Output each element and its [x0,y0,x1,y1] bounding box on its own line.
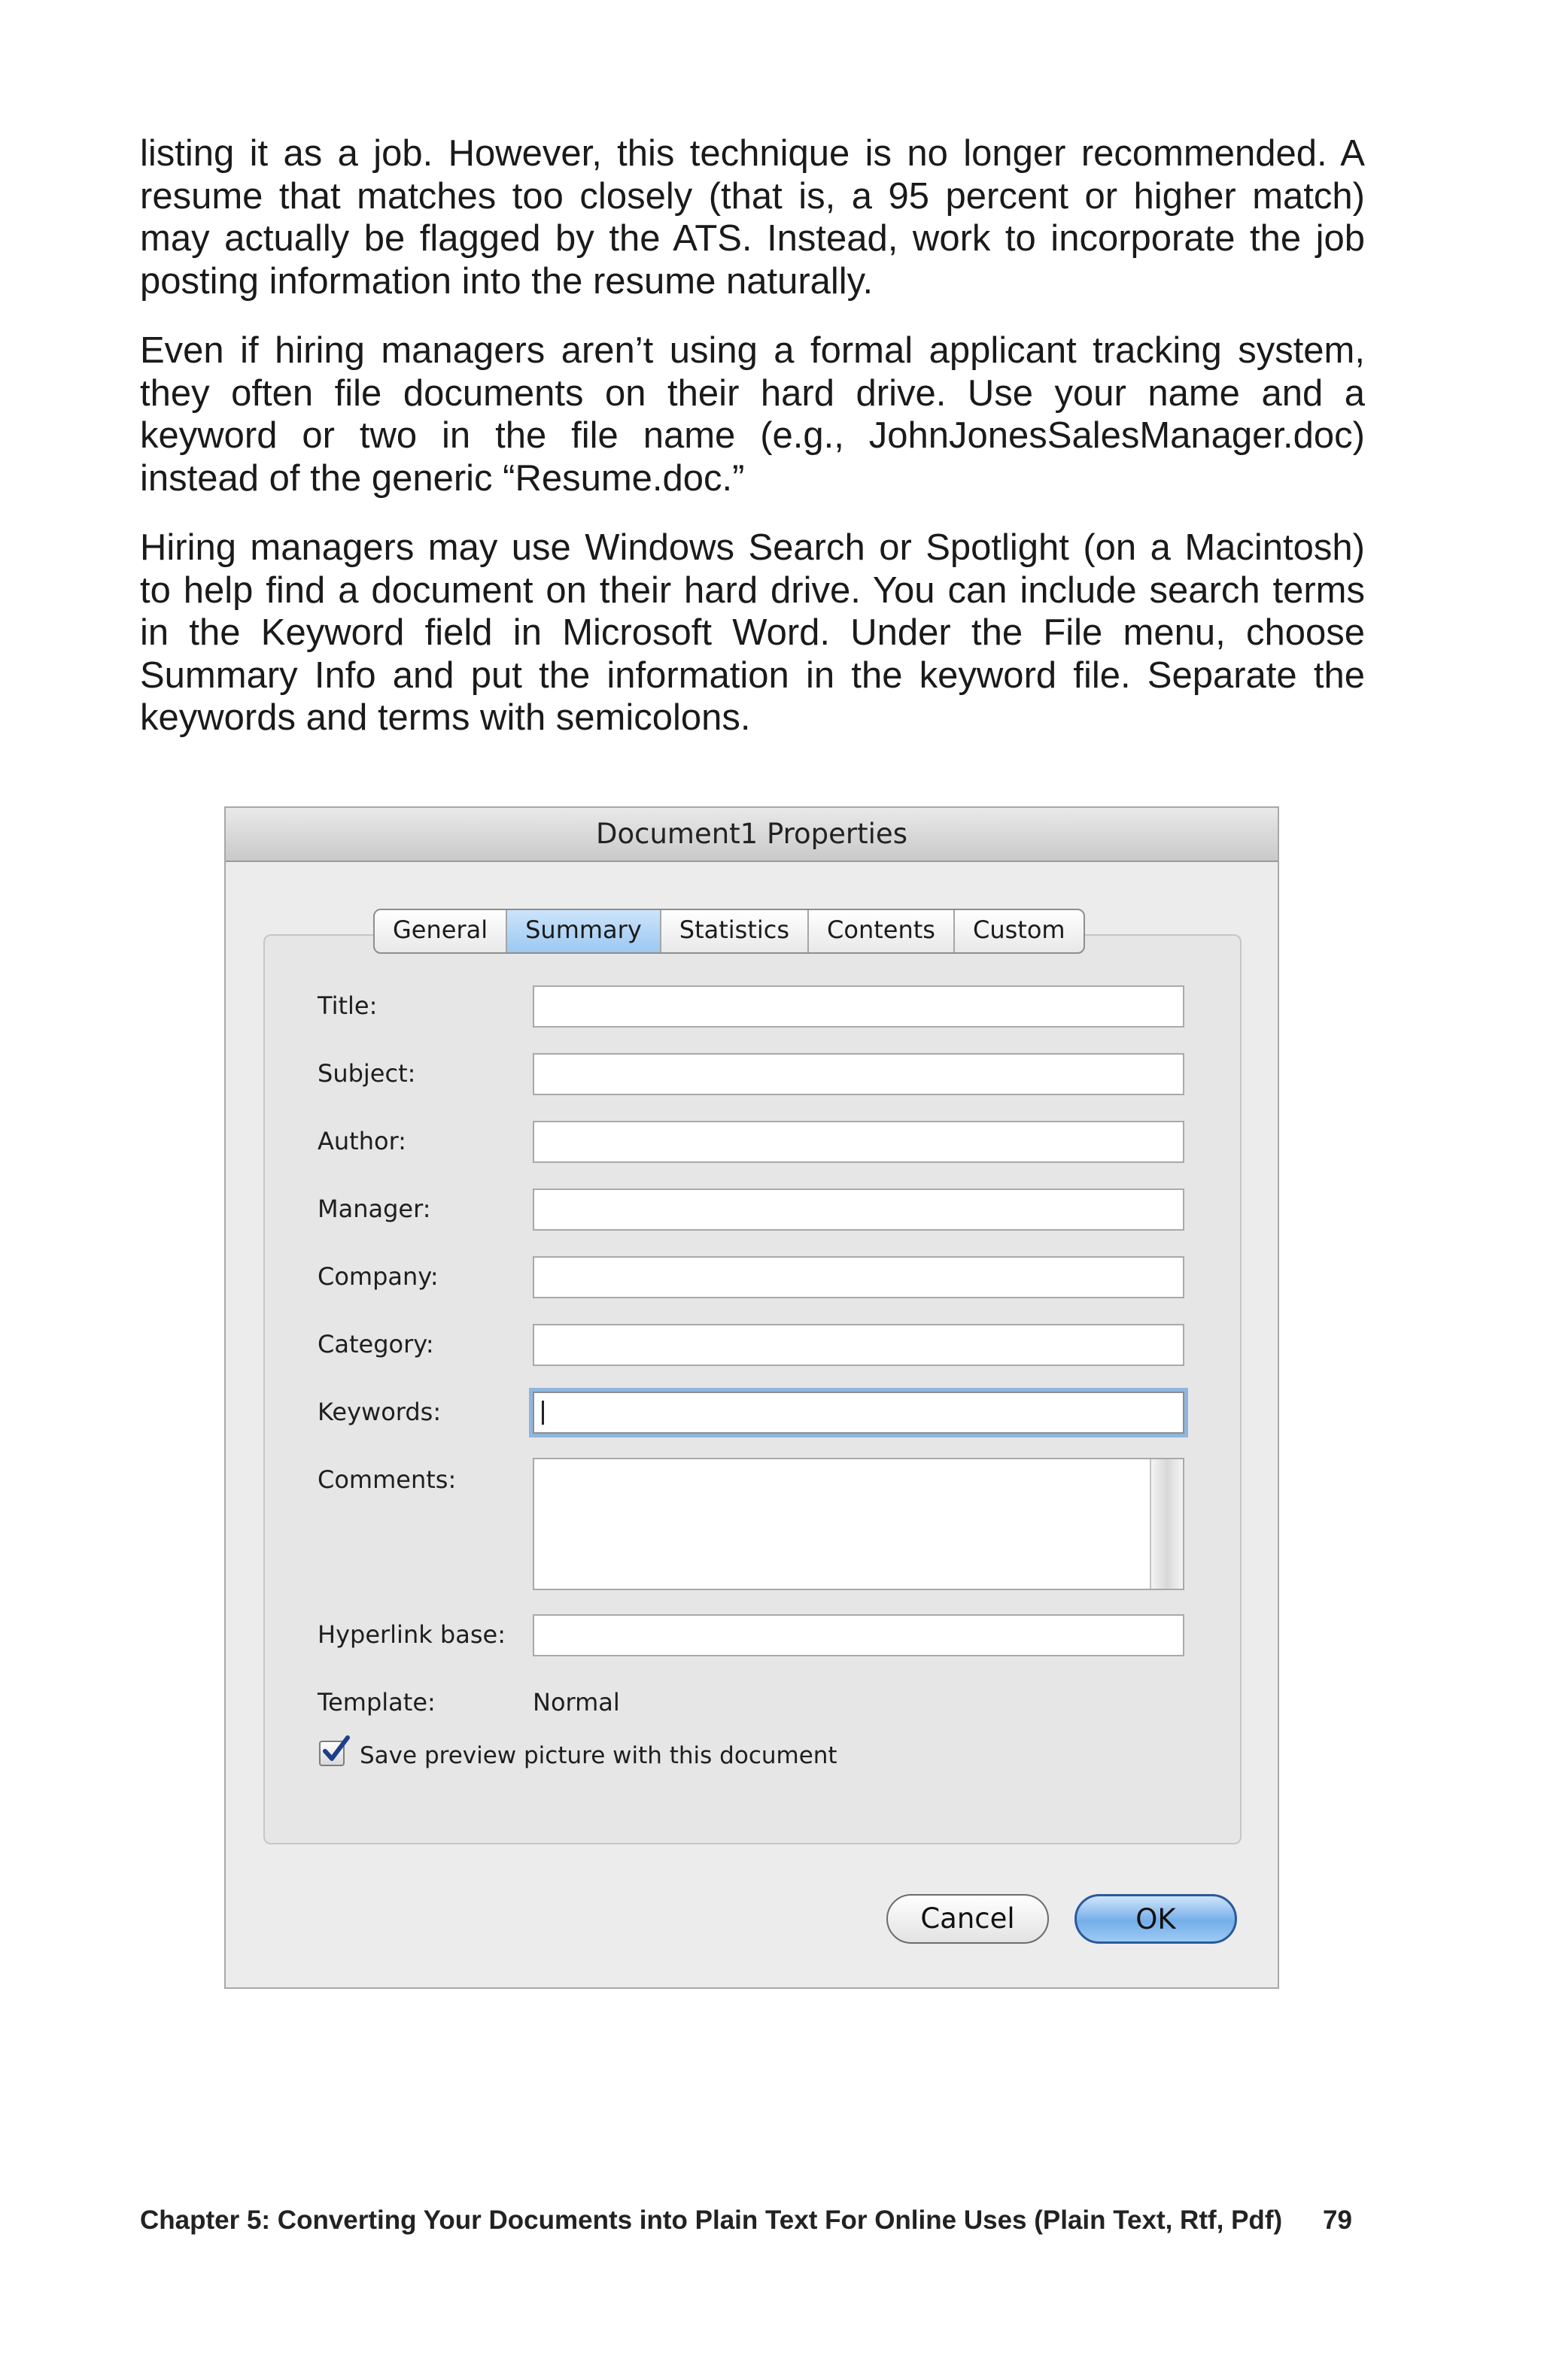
tab-statistics[interactable]: Statistics [660,910,807,952]
subject-field[interactable] [533,1053,1184,1095]
keywords-label: Keywords: [318,1398,442,1426]
body-paragraph-2: Even if hiring managers aren’t using a formal applicant tracking system, they often file documents on their hard drive. Use your name and a keyword or two in the file name (e.g., JohnJonesSalesManager.doc) instead of the generic “Resume.doc.” [140,330,1365,499]
title-label: Title: [318,991,378,1020]
hyperlink-base-field[interactable] [533,1614,1184,1656]
manager-label: Manager: [318,1195,431,1223]
text-cursor [542,1401,544,1425]
save-preview-label: Save preview picture with this document [360,1742,837,1769]
comments-label: Comments: [318,1465,457,1494]
author-label: Author: [318,1127,406,1155]
checkmark-icon [319,1735,352,1765]
subject-label: Subject: [318,1059,416,1088]
cancel-button[interactable]: Cancel [886,1894,1049,1944]
document-properties-dialog [224,806,1279,1989]
company-label: Company: [318,1262,439,1291]
hyperlink-base-label: Hyperlink base: [318,1620,506,1649]
manager-field[interactable] [533,1188,1184,1231]
tab-general[interactable]: General [393,915,488,944]
footer-chapter-title: Chapter 5: Converting Your Documents into Plain Text For Online Uses (Plain Text, Rtf, Pdf) [140,2205,1283,2235]
tab-contents[interactable]: Contents [807,910,953,952]
title-field[interactable] [533,985,1184,1028]
body-paragraph-1: listing it as a job. However, this technique is no longer recommended. A resume that matches too closely (that is, a 95 percent or higher match) may actually be flagged by the ATS. Instead, work to incorporate the job posting information into the resume naturally. [140,133,1365,302]
comments-scrollbar[interactable] [1150,1459,1183,1589]
keywords-field[interactable] [533,1392,1184,1434]
body-paragraph-3: Hiring managers may use Windows Search or Spotlight (on a Macintosh) to help find a document on their hard drive. You can include search terms in the Keyword field in Microsoft Word. Under the File menu, choose Summary Info and put the information in the keyword file. Separate the keywords and terms with semicolons. [140,527,1365,738]
category-label: Category: [318,1330,434,1358]
page-number: 79 [1323,2205,1352,2235]
template-label: Template: [318,1688,436,1717]
template-value: Normal [533,1688,620,1717]
tab-bar [373,909,1085,954]
category-field[interactable] [533,1324,1184,1366]
ok-button[interactable]: OK [1074,1894,1237,1944]
author-field[interactable] [533,1121,1184,1163]
tab-custom[interactable]: Custom [953,910,1084,952]
save-preview-checkbox[interactable] [319,1741,345,1766]
dialog-title: Document1 Properties [226,808,1278,862]
comments-field[interactable] [533,1458,1184,1590]
tab-summary[interactable]: Summary [506,910,660,952]
company-field[interactable] [533,1256,1184,1298]
